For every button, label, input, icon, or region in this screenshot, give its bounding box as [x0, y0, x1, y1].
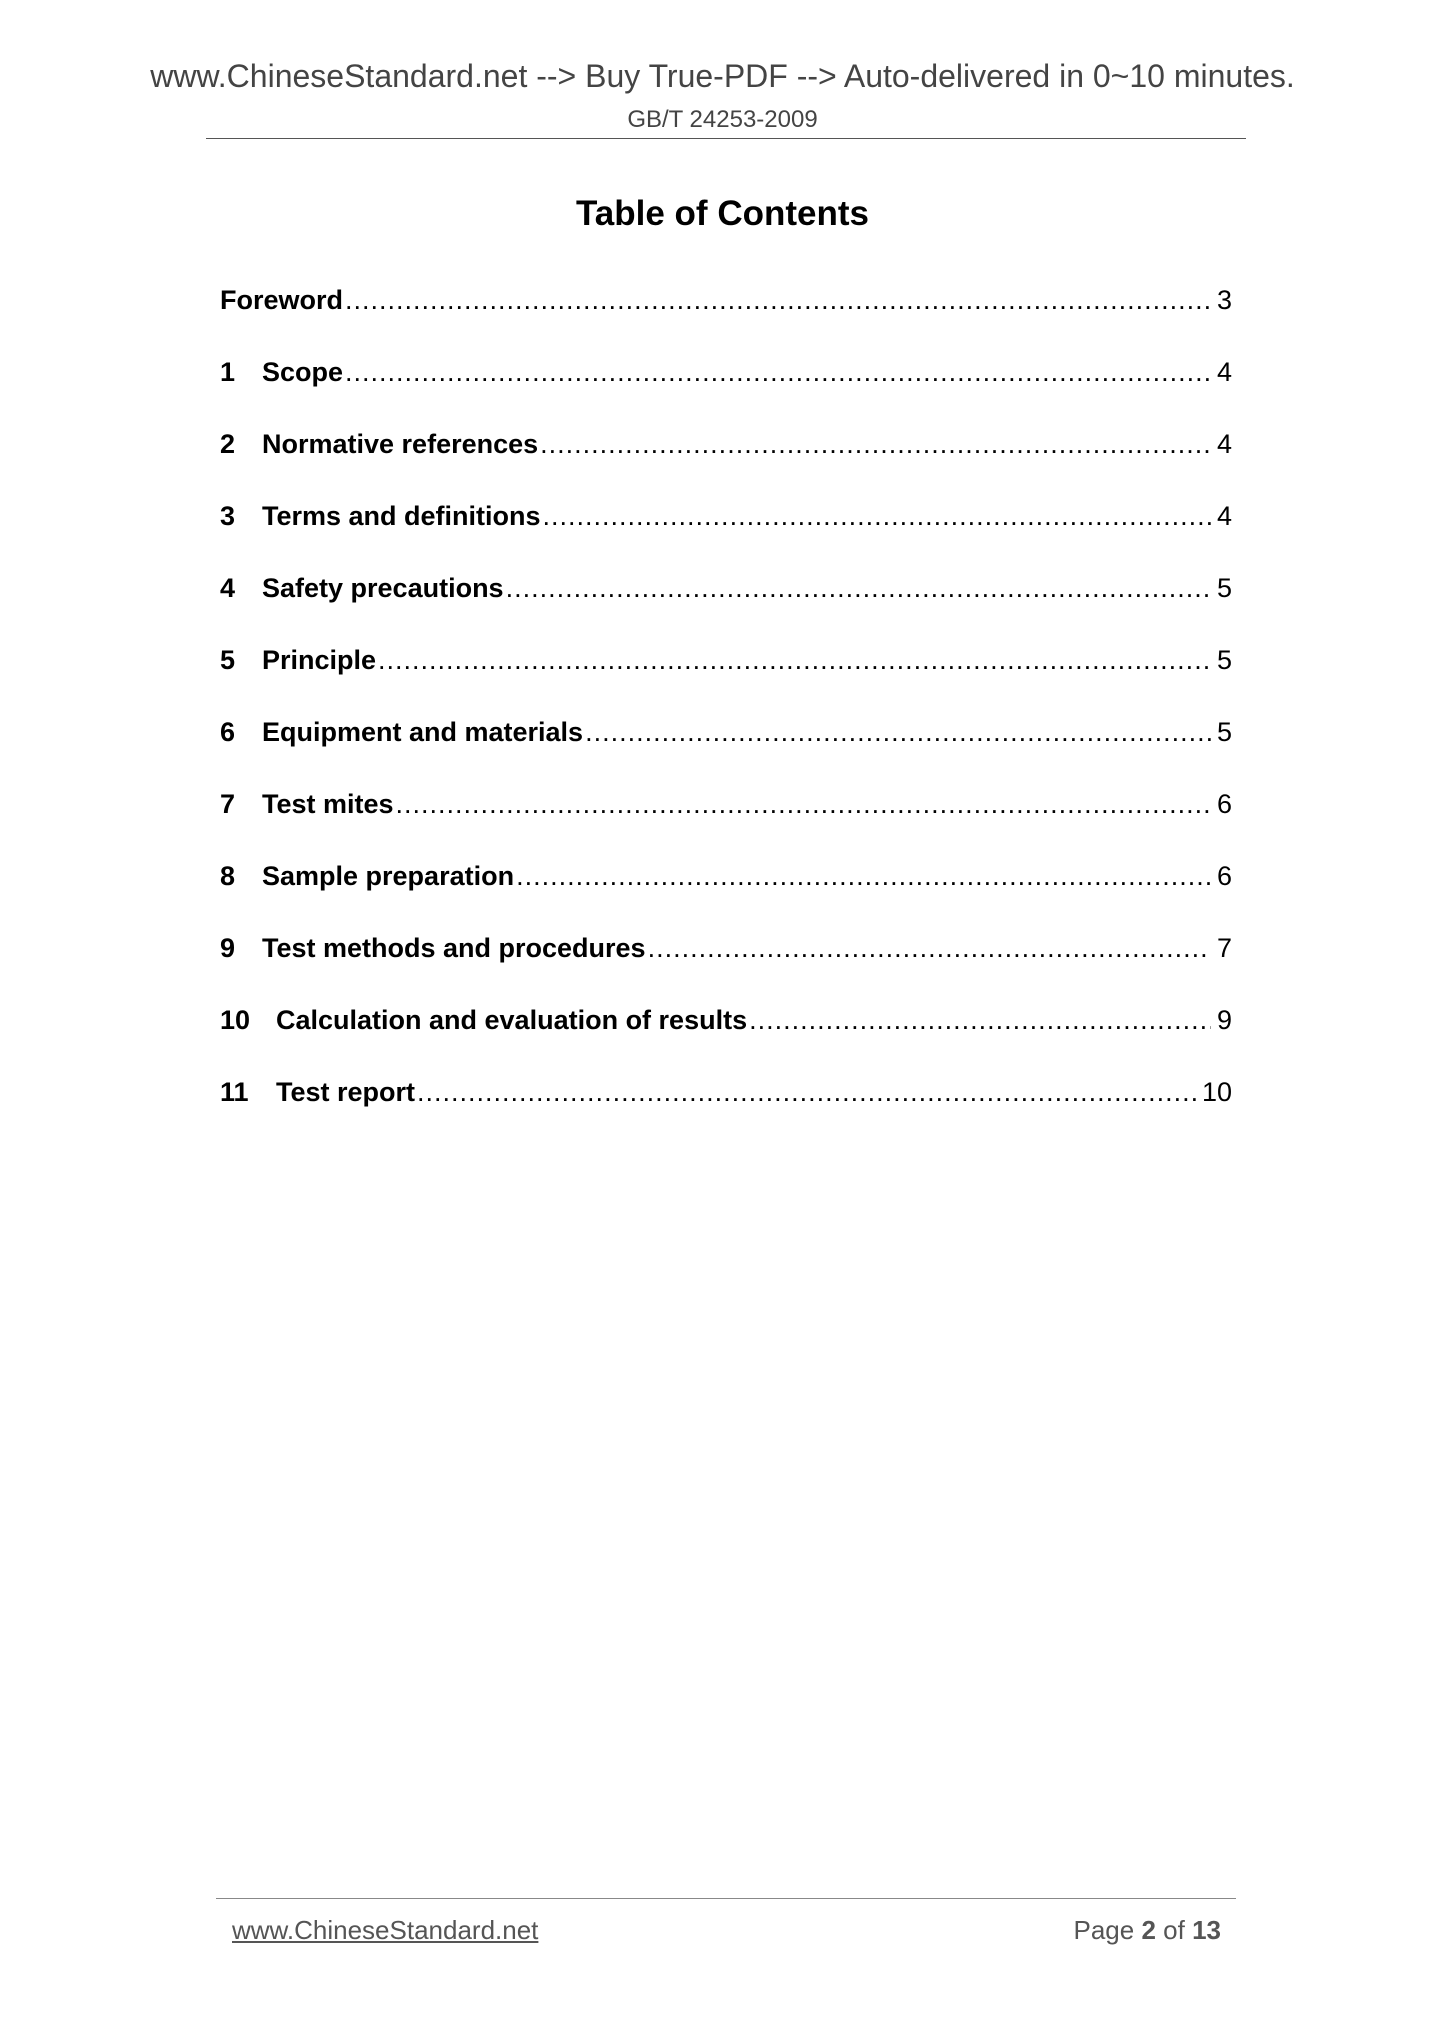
- toc-entry-number: 7: [220, 789, 236, 819]
- toc-entry-number: 4: [220, 573, 236, 603]
- toc-entry-page: 5: [1216, 573, 1232, 603]
- toc-leader-dots: [648, 928, 1211, 968]
- toc-entry-label: Foreword: [220, 285, 344, 315]
- toc-entry-label: Test methods and procedures: [262, 933, 646, 963]
- toc-leader-dots: [543, 496, 1211, 536]
- toc-leader-dots: [378, 640, 1211, 680]
- toc-entry-number: 2: [220, 429, 236, 459]
- toc-entry-number: 8: [220, 861, 236, 891]
- toc-list: [220, 280, 1232, 1144]
- toc-entry-label: Sample preparation: [262, 861, 515, 891]
- toc-entry-sample-preparation[interactable]: [220, 856, 1232, 928]
- toc-entry-test-report[interactable]: [220, 1072, 1232, 1144]
- toc-entry-page: 4: [1216, 429, 1232, 459]
- toc-entry-page: 5: [1216, 645, 1232, 675]
- page-total: 13: [1192, 1915, 1221, 1945]
- page-current: 2: [1141, 1915, 1156, 1945]
- toc-entry-label: Safety precautions: [262, 573, 504, 603]
- toc-entry-safety-precautions[interactable]: [220, 568, 1232, 640]
- toc-entry-number: 11: [220, 1077, 249, 1107]
- toc-entry-equipment-and-materials[interactable]: [220, 712, 1232, 784]
- toc-entry-number: 9: [220, 933, 236, 963]
- header-divider: [206, 138, 1246, 139]
- header-banner: www.ChineseStandard.net --> Buy True-PDF --> Auto-delivered in 0~10 minutes.: [150, 58, 1295, 94]
- page-of: of: [1163, 1915, 1185, 1945]
- toc-leader-dots: [749, 1000, 1211, 1040]
- toc-leader-dots: [417, 1072, 1196, 1112]
- toc-entry-principle[interactable]: [220, 640, 1232, 712]
- toc-entry-foreword[interactable]: [220, 280, 1232, 352]
- standard-code: GB/T 24253-2009: [627, 106, 818, 133]
- toc-entry-label: Calculation and evaluation of results: [276, 1005, 748, 1035]
- toc-leader-dots: [345, 280, 1211, 320]
- toc-entry-terms-and-definitions[interactable]: [220, 496, 1232, 568]
- toc-entry-label: Equipment and materials: [262, 717, 584, 747]
- toc-entry-normative-references[interactable]: [220, 424, 1232, 496]
- toc-entry-page: 4: [1216, 357, 1232, 387]
- toc-entry-page: 7: [1216, 933, 1232, 963]
- toc-entry-number: 6: [220, 717, 236, 747]
- toc-entry-number: 3: [220, 501, 236, 531]
- toc-entry-page: 4: [1216, 501, 1232, 531]
- toc-entry-page: 3: [1216, 285, 1232, 315]
- footer-site-link[interactable]: www.ChineseStandard.net: [232, 1915, 539, 1945]
- toc-entry-label: Terms and definitions: [262, 501, 541, 531]
- toc-title: Table of Contents: [576, 194, 869, 233]
- toc-leader-dots: [585, 712, 1211, 752]
- toc-leader-dots: [345, 352, 1211, 392]
- toc-leader-dots: [540, 424, 1211, 464]
- toc-entry-calculation-and-evaluation[interactable]: [220, 1000, 1232, 1072]
- toc-entry-test-methods-and-procedures[interactable]: [220, 928, 1232, 1000]
- toc-entry-test-mites[interactable]: [220, 784, 1232, 856]
- toc-entry-page: 10: [1201, 1077, 1232, 1107]
- toc-entry-number: 1: [220, 357, 236, 387]
- toc-entry-label: Normative references: [262, 429, 539, 459]
- toc-entry-label: Test report: [276, 1077, 416, 1107]
- toc-entry-label: Scope: [262, 357, 344, 387]
- footer-divider: [216, 1898, 1236, 1899]
- toc-entry-page: 6: [1216, 861, 1232, 891]
- toc-entry-number: 10: [220, 1005, 251, 1035]
- toc-leader-dots: [506, 568, 1211, 608]
- footer-page-indicator: [1073, 1915, 1221, 1946]
- toc-leader-dots: [396, 784, 1211, 824]
- toc-entry-label: Principle: [262, 645, 377, 675]
- page-prefix: Page: [1073, 1915, 1135, 1945]
- toc-entry-scope[interactable]: [220, 352, 1232, 424]
- toc-entry-label: Test mites: [262, 789, 394, 819]
- toc-entry-page: 5: [1216, 717, 1232, 747]
- toc-leader-dots: [516, 856, 1211, 896]
- toc-entry-page: 9: [1216, 1005, 1232, 1035]
- toc-entry-page: 6: [1216, 789, 1232, 819]
- toc-entry-number: 5: [220, 645, 236, 675]
